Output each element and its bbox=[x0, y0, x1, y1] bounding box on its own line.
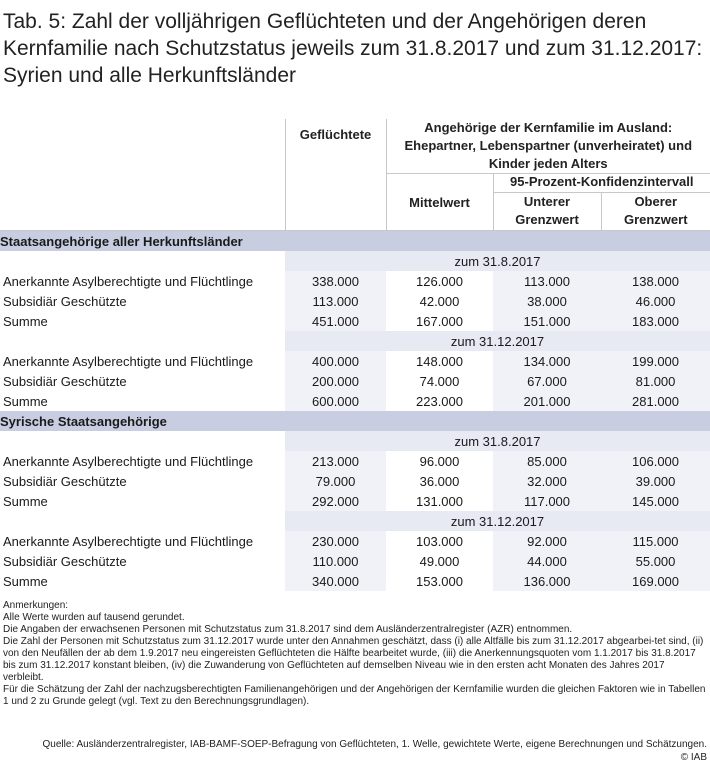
row-value: 36.000 bbox=[386, 471, 493, 491]
row-value: 126.000 bbox=[386, 271, 493, 291]
header-upper bbox=[601, 193, 710, 231]
row-value: 103.000 bbox=[386, 531, 493, 551]
date-label: zum 31.12.2017 bbox=[285, 331, 710, 351]
table-row bbox=[0, 391, 710, 411]
row-value: 38.000 bbox=[493, 291, 601, 311]
row-value: 451.000 bbox=[285, 311, 386, 331]
row-label: Subsidiär Geschützte bbox=[0, 471, 285, 491]
row-label: Summe bbox=[0, 571, 285, 591]
row-value: 340.000 bbox=[285, 571, 386, 591]
header-mean bbox=[386, 174, 493, 231]
row-value: 92.000 bbox=[493, 531, 601, 551]
row-value: 400.000 bbox=[285, 351, 386, 371]
row-value: 131.000 bbox=[386, 491, 493, 511]
row-value: 281.000 bbox=[601, 391, 710, 411]
notes bbox=[3, 600, 707, 708]
note-line: Alle Werte wurden auf tausend gerundet. bbox=[3, 612, 185, 623]
table-row bbox=[0, 311, 710, 331]
row-value: 223.000 bbox=[386, 391, 493, 411]
row-value: 138.000 bbox=[601, 271, 710, 291]
source-text: Quelle: Ausländerzentralregister, IAB-BAMF-SOEP-Befragung von Geflüchteten, 1. Welle, gewichtete Werte, eigene Berechnungen und Schätzungen. bbox=[42, 739, 707, 750]
row-value: 148.000 bbox=[386, 351, 493, 371]
note-line: Die Zahl der Personen mit Schutzstatus zum 31.12.2017 wurde unter den Annahmen geschätzt, dass (i) alle Altfälle bis zum 31.12.2017 abgearbei-tet sind, (ii) von den Neufällen der ab dem 1.9.2017 neu eingereisten Geflüchteten die Hälfte bearbeitet wurde, (iii) die Anerkennungsquoten vom 1.1.2017 bis 31.8.2017 bis zum 31.12.2017 konstant bleiben, (iv) die Zuwanderung von Geflüchteten auf demselben Niveau wie in den ersten acht Monaten des Jahres 2017 verbleibt. bbox=[3, 636, 704, 683]
row-value: 151.000 bbox=[493, 311, 601, 331]
header-empty-cell bbox=[0, 119, 285, 231]
header-refugees bbox=[285, 119, 386, 231]
header-relatives bbox=[386, 119, 710, 174]
row-label: Anerkannte Asylberechtigte und Flüchtlinge bbox=[0, 451, 285, 471]
header-upper-label: Oberer Grenzwert bbox=[623, 194, 688, 227]
row-value: 136.000 bbox=[493, 571, 601, 591]
row-value: 292.000 bbox=[285, 491, 386, 511]
header-refugees-label: Geflüchtete bbox=[299, 127, 372, 142]
row-value: 153.000 bbox=[386, 571, 493, 591]
date-row-spacer bbox=[0, 331, 285, 351]
row-value: 110.000 bbox=[285, 551, 386, 571]
note-line: Für die Schätzung der Zahl der nachzugsberechtigten Familienangehörigen und der Angehörigen der Kernfamilie wurden die gleichen Faktoren wie in Tabellen 1 und 2 zu Grunde gelegt (vgl. Text zu den Berechnungsgrundlagen). bbox=[3, 684, 706, 707]
row-value: 200.000 bbox=[285, 371, 386, 391]
date-row-spacer bbox=[0, 511, 285, 531]
row-value: 338.000 bbox=[285, 271, 386, 291]
header-mean-label: Mittelwert bbox=[409, 194, 470, 210]
row-value: 201.000 bbox=[493, 391, 601, 411]
table-title: Tab. 5: Zahl der volljährigen Geflüchteten und der Angehörigen deren Kernfamilie nach Schutzstatus jeweils zum 31.8.2017 und zum 31.12.2017: Syrien und alle Herkunftsländer bbox=[3, 10, 703, 87]
row-label: Anerkannte Asylberechtigte und Flüchtlinge bbox=[0, 531, 285, 551]
table-row bbox=[0, 371, 710, 391]
section-title: Staatsangehörige aller Herkunftsländer bbox=[0, 231, 710, 252]
date-row bbox=[0, 331, 710, 351]
note-line: Die Angaben der erwachsenen Personen mit Schutzstatus zum 31.8.2017 sind dem Ausländerzentralregister (AZR) entnommen. bbox=[3, 624, 573, 635]
header-lower bbox=[493, 193, 601, 231]
row-value: 113.000 bbox=[493, 271, 601, 291]
date-row bbox=[0, 251, 710, 271]
row-value: 46.000 bbox=[601, 291, 710, 311]
section-row bbox=[0, 231, 710, 252]
row-value: 183.000 bbox=[601, 311, 710, 331]
row-label: Subsidiär Geschützte bbox=[0, 291, 285, 311]
row-value: 67.000 bbox=[493, 371, 601, 391]
row-label: Summe bbox=[0, 491, 285, 511]
row-label: Summe bbox=[0, 311, 285, 331]
data-table bbox=[0, 119, 710, 591]
row-value: 42.000 bbox=[386, 291, 493, 311]
header-relatives-label: Angehörige der Kernfamilie im Ausland: Ehepartner, Lebenspartner (unverheiratet) und Kinder jeden Alters bbox=[404, 120, 693, 171]
date-label: zum 31.8.2017 bbox=[285, 251, 710, 271]
date-row bbox=[0, 431, 710, 451]
notes-heading: Anmerkungen: bbox=[3, 600, 69, 611]
row-label: Subsidiär Geschützte bbox=[0, 371, 285, 391]
row-value: 600.000 bbox=[285, 391, 386, 411]
row-label: Summe bbox=[0, 391, 285, 411]
table-row bbox=[0, 531, 710, 551]
row-value: 96.000 bbox=[386, 451, 493, 471]
row-label: Anerkannte Asylberechtigte und Flüchtlinge bbox=[0, 351, 285, 371]
row-value: 49.000 bbox=[386, 551, 493, 571]
row-value: 44.000 bbox=[493, 551, 601, 571]
date-row-spacer bbox=[0, 431, 285, 451]
table-row bbox=[0, 271, 710, 291]
date-label: zum 31.12.2017 bbox=[285, 511, 710, 531]
row-value: 81.000 bbox=[601, 371, 710, 391]
row-value: 113.000 bbox=[285, 291, 386, 311]
table-row bbox=[0, 471, 710, 491]
row-label: Subsidiär Geschützte bbox=[0, 551, 285, 571]
source-block bbox=[3, 738, 707, 764]
row-value: 169.000 bbox=[601, 571, 710, 591]
row-value: 167.000 bbox=[386, 311, 493, 331]
row-value: 145.000 bbox=[601, 491, 710, 511]
row-value: 39.000 bbox=[601, 471, 710, 491]
row-value: 106.000 bbox=[601, 451, 710, 471]
date-row-spacer bbox=[0, 251, 285, 271]
header-lower-label: Unterer Grenzwert bbox=[515, 194, 579, 227]
row-value: 32.000 bbox=[493, 471, 601, 491]
row-value: 85.000 bbox=[493, 451, 601, 471]
table-row bbox=[0, 291, 710, 311]
row-value: 213.000 bbox=[285, 451, 386, 471]
section-row bbox=[0, 411, 710, 431]
table-row bbox=[0, 351, 710, 371]
table-row bbox=[0, 551, 710, 571]
row-value: 79.000 bbox=[285, 471, 386, 491]
row-value: 134.000 bbox=[493, 351, 601, 371]
row-label: Anerkannte Asylberechtigte und Flüchtlinge bbox=[0, 271, 285, 291]
row-value: 115.000 bbox=[601, 531, 710, 551]
row-value: 117.000 bbox=[493, 491, 601, 511]
section-title: Syrische Staatsangehörige bbox=[0, 411, 710, 431]
table-row bbox=[0, 451, 710, 471]
table-body bbox=[0, 231, 710, 592]
row-value: 55.000 bbox=[601, 551, 710, 571]
date-row bbox=[0, 511, 710, 531]
header-ci bbox=[493, 174, 710, 193]
row-value: 74.000 bbox=[386, 371, 493, 391]
row-value: 230.000 bbox=[285, 531, 386, 551]
row-value: 199.000 bbox=[601, 351, 710, 371]
copyright-text: © IAB bbox=[680, 752, 707, 763]
date-label: zum 31.8.2017 bbox=[285, 431, 710, 451]
header-ci-label: 95-Prozent-Konfidenzintervall bbox=[510, 174, 694, 189]
table-row bbox=[0, 491, 710, 511]
table-row bbox=[0, 571, 710, 591]
